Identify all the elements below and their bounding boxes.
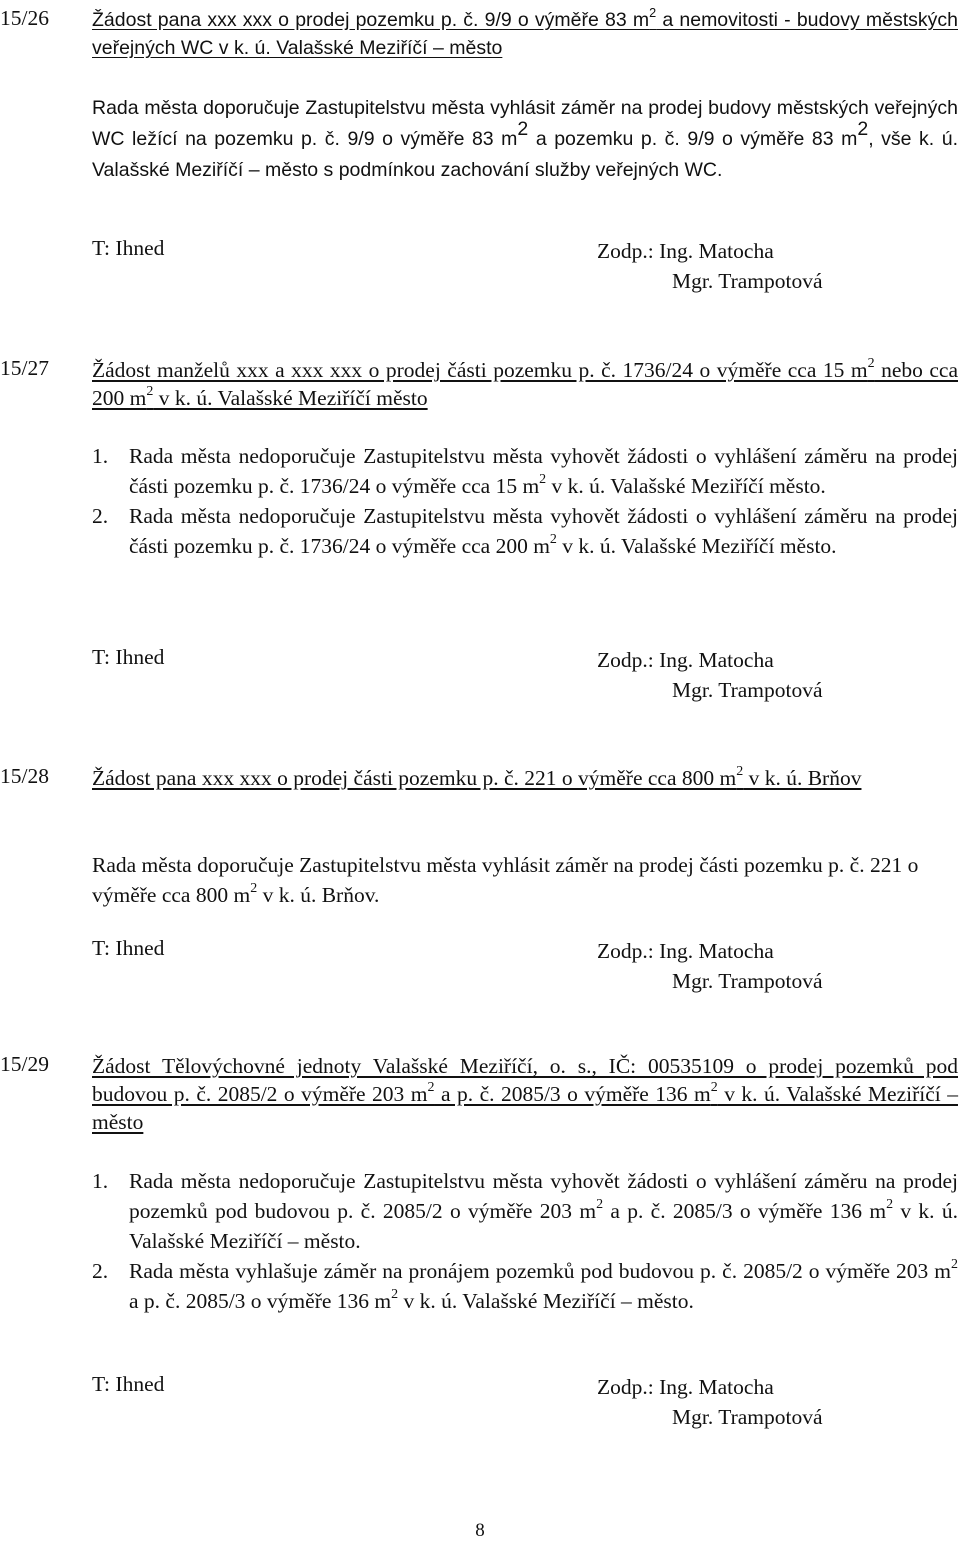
resolution-number: 15/26 bbox=[0, 6, 49, 30]
resolution-points bbox=[92, 1166, 958, 1316]
responsible-primary: Zodp.: Ing. Matocha bbox=[597, 939, 774, 963]
responsible-persons bbox=[597, 236, 823, 296]
resolution-title: Žádost Tělovýchovné jednoty Valašské Meziříčí, o. s., IČ: 00535109 o prodej pozemků pod budovou p. č. 2085/2 o výměře 203 $m^2$ a p. č. 2085/3 o výměře 136 $m^2$ v k. ú. Valašské Meziříčí – město bbox=[92, 1054, 958, 1134]
responsible-primary: Zodp.: Ing. Matocha bbox=[597, 239, 774, 263]
resolution-title: Žádost pana xxx xxx o prodej části pozemku p. č. 221 o výměře cca 800 $m^2$ v k. ú. Brňov bbox=[92, 763, 862, 790]
resolution-text: Rada města doporučuje Zastupitelstvu města vyhlásit záměr na prodej budovy městských veřejných WC ležící na pozemku p. č. 9/9 o výměře 83 $m^2$ a pozemku p. č. 9/9 o výměře 83 $m^2$, vše k. ú. Valašské Meziříčí – město s podmínkou zachování služby veřejných WC. bbox=[92, 97, 958, 181]
responsible-primary: Zodp.: Ing. Matocha bbox=[597, 1375, 774, 1399]
resolution-points bbox=[92, 441, 958, 561]
resolution-number: 15/29 bbox=[0, 1052, 49, 1076]
responsible-persons bbox=[597, 936, 823, 996]
deadline: T: Ihned bbox=[92, 236, 165, 260]
responsible-secondary: Mgr. Trampotová bbox=[672, 678, 823, 702]
responsible-secondary: Mgr. Trampotová bbox=[672, 969, 823, 993]
resolution-point: 1. Rada města nedoporučuje Zastupitelstvu města vyhovět žádosti o vyhlášení záměru na prodej části pozemku p. č. 1736/24 o výměře cca 15 $m^2$ v k. ú. Valašské Meziříčí město. bbox=[92, 444, 958, 498]
responsible-secondary: Mgr. Trampotová bbox=[672, 1405, 823, 1429]
resolution-point: 2. Rada města vyhlašuje záměr na pronájem pozemků pod budovou p. č. 2085/2 o výměře 203 $m^2$ a p. č. 2085/3 o výměře 136 $m^2$ v k. ú. Valašské Meziříčí – město. bbox=[92, 1256, 958, 1313]
resolution-title: Žádost pana xxx xxx o prodej pozemku p. č. 9/9 o výměře 83 $m^2$ a nemovitosti - budovy městských veřejných WC v k. ú. Valašské Meziříčí – město bbox=[92, 5, 958, 59]
responsible-primary: Zodp.: Ing. Matocha bbox=[597, 648, 774, 672]
resolution-number: 15/28 bbox=[0, 764, 49, 788]
resolution-point: 2. Rada města nedoporučuje Zastupitelstvu města vyhovět žádosti o vyhlášení záměru na prodej části pozemku p. č. 1736/24 o výměře cca 200 $m^2$ v k. ú. Valašské Meziříčí město. bbox=[92, 504, 958, 558]
responsible-persons bbox=[597, 645, 823, 705]
deadline: T: Ihned bbox=[92, 1372, 165, 1396]
resolution-text: Rada města doporučuje Zastupitelstvu města vyhlásit záměr na prodej části pozemku p. č. 221 o výměře cca 800 $m^2$ v k. ú. Brňov. bbox=[92, 853, 919, 907]
responsible-persons bbox=[597, 1372, 823, 1432]
deadline: T: Ihned bbox=[92, 645, 165, 669]
resolution-number: 15/27 bbox=[0, 356, 49, 380]
resolution-title: Žádost manželů xxx a xxx xxx o prodej části pozemku p. č. 1736/24 o výměře cca 15 $m^2$ nebo cca 200 $m^2$ v k. ú. Valašské Meziříčí město bbox=[92, 355, 958, 410]
responsible-secondary: Mgr. Trampotová bbox=[672, 269, 823, 293]
page-number: 8 bbox=[475, 1520, 485, 1541]
resolution-point: 1. Rada města nedoporučuje Zastupitelstvu města vyhovět žádosti o vyhlášení záměru na prodej pozemků pod budovou p. č. 2085/2 o výměře 203 $m^2$ a p. č. 2085/3 o výměře 136 $m^2$ v k. ú. Valašské Meziříčí – město. bbox=[92, 1169, 958, 1253]
deadline: T: Ihned bbox=[92, 936, 165, 960]
